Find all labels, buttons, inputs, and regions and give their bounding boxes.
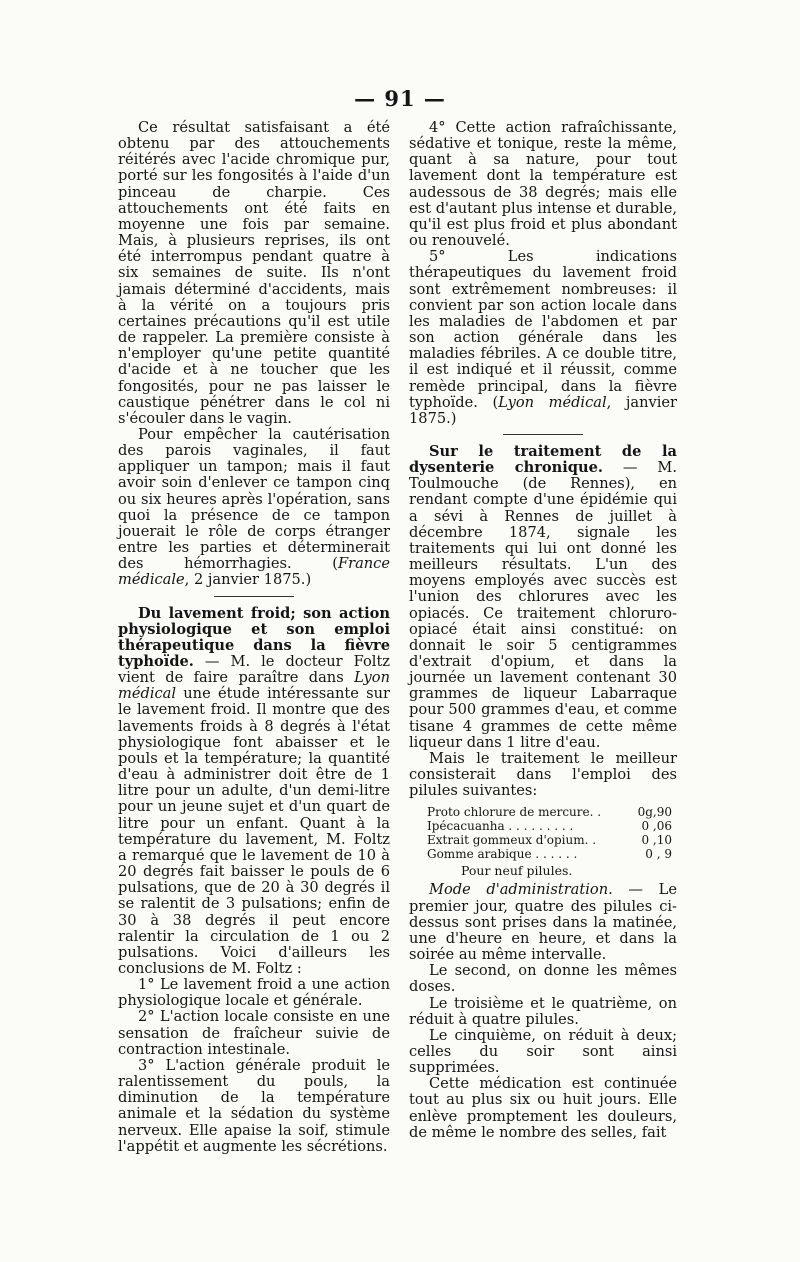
article-text: — M. le docteur Foltz vient de faire paraître dans — [118, 653, 390, 687]
conclusion-item: 4° Cette action rafraîchissante, sédative et tonique, reste la même, quant à sa nature, pour tout lavement dont la température est audessous de 38 degrés; mais elle est d'autant plus intense et durable, qu'il est plus froid et plus abondant ou renouvelé. — [409, 119, 677, 250]
article-heading: Du lavement froid; son action physiologique et son emploi thérapeutique dans la fièvre typhoïde. — [118, 604, 390, 670]
journal-name: Lyon médical — [118, 669, 390, 703]
source-title: Lyon médical — [498, 393, 607, 411]
page-number: — 91 — — [354, 86, 446, 111]
source-title: France médicale — [118, 555, 390, 589]
ingredient-name: Extrait gommeux d'opium. . — [427, 833, 597, 848]
ingredient-dose: 0g,90 — [637, 805, 672, 820]
ingredient-name: Gomme arabique . . . . . . — [427, 847, 578, 862]
paragraph: Cette médication est continuée tout au plus six ou huit jours. Elle enlève promptement les douleurs, de même le nombre des selles, fait — [409, 1075, 677, 1141]
ingredient-dose: 0 , 9 — [645, 847, 672, 862]
article — [118, 606, 390, 978]
paragraph: Ce résultat satisfaisant a été obtenu par des attouchements réitérés avec l'acide chromique pur, porté sur les fongosités à l'aide d'un pinceau de charpie. Ces attouchements ont été faits en moyenne une fois par semaine. Mais, à plusieurs reprises, ils ont été interrompus pendant quatre à six semaines de suite. Ils n'ont jamais déterminé d'accidents, mais à la vérité on a toujours pris certaines précautions qu'il est utile de rappeler. La première consiste à n'employer qu'une petite quantité d'acide et à ne toucher que les fongosités, pour ne pas laisser le caustique pénétrer dans le col ni s'écouler dans le vagin. — [118, 119, 390, 427]
article — [409, 444, 677, 751]
conclusion-item: 1° Le lavement froid a une action physiologique locale et générale. — [118, 976, 390, 1010]
section-label: Mode d'administration. — [429, 881, 613, 899]
paragraph: Le second, on donne les mêmes doses. — [409, 962, 677, 996]
conclusion-item: 2° L'action locale consiste en une sensation de fraîcheur suivie de contraction intestinale. — [118, 1008, 390, 1058]
formula-row — [427, 819, 672, 833]
ingredient-name: Ipécacuanha . . . . . . . . . — [427, 819, 574, 834]
source-paren: ( — [477, 393, 499, 411]
paragraph-text: 5° Les indications thérapeutiques du lavement froid sont extrêmement nombreuses: il convient par son action locale dans les maladies de l'abdomen et par son action générale dans les maladies fébriles. A ce double titre, il est indiqué et il réussit, comme remède principal, dans la fièvre typhoïde. — [409, 248, 677, 411]
divider — [214, 596, 294, 597]
source-paren: ( — [291, 555, 338, 573]
formula-row — [427, 833, 672, 847]
paragraph: Le troisième et le quatrième, on réduit à quatre pilules. — [409, 994, 677, 1028]
formula-row — [427, 847, 672, 861]
article-text: — M. Toulmouche (de Rennes), en rendant compte d'une épidémie qui a sévi à Rennes de juillet à décembre 1874, signale les traitements qui lui ont donné les meilleurs résultats. L'un des moyens employés avec succès est l'union des chlorures avec les opiacés. Ce traitement chloruro-opiacé était ainsi constitué: on donnait le soir 5 centigrammes d'extrait d'opium, et dans la journée un lavement contenant 30 grammes de liqueur Labarraque pour 500 grammes d'eau, et comme tisane 4 grammes de cette même liqueur dans 1 litre d'eau. — [409, 459, 677, 751]
paragraph-text: Pour empêcher la cautérisation des parois vaginales, il faut appliquer un tampon; mais il faut avoir soin d'enlever ce tampon cinq ou six heures après l'opération, sans quoi la présence de ce tampon jouerait le rôle de corps étranger entre les parties et déterminerait des hémorrhagies. — [118, 425, 390, 573]
paragraph-text: — Le premier jour, quatre des pilules ci-dessus sont prises dans la matinée, une d'heure en heure, et dans la soirée au même intervalle. — [409, 881, 677, 964]
left-column — [118, 120, 390, 1155]
conclusion-item-with-source — [409, 249, 677, 427]
prescription-formula — [427, 805, 677, 878]
formula-total: Pour neuf pilules. — [461, 863, 573, 879]
divider — [503, 434, 583, 435]
ingredient-name: Proto chlorure de mercure. . — [427, 805, 602, 820]
conclusion-item: 3° L'action générale produit le ralentissement du pouls, la diminution de la température animale et la sédation du système nerveux. Elle apaise la soif, stimule l'appétit et augmente les sécrétions. — [118, 1056, 390, 1155]
right-column — [409, 120, 677, 1141]
source-date: , janvier 1875.) — [409, 393, 677, 427]
source-date: , 2 janvier 1875.) — [184, 571, 312, 589]
article-text: une étude intéressante sur le lavement froid. Il montre que des lavements froids à 8 degrés à l'état physiologique font abaisser et le pouls et la température; la quantité d'eau à administrer doit être de 1 litre pour un adulte, d'un demi-litre pour un jeune sujet et d'un quart de litre pour un enfant. Quant à la température du lavement, M. Foltz a remarqué que le lavement de 10 à 20 degrés fait baisser le pouls de 6 pulsations, que de 20 à 30 degrés il se ralentit de 3 pulsations; enfin de 30 à 38 degrés il peut encore ralentir la circulation de 1 ou 2 pulsations. Voici d'ailleurs les conclusions de M. Foltz : — [118, 685, 390, 977]
paragraph — [409, 882, 677, 963]
paragraph-with-source — [118, 427, 390, 589]
article-heading: Sur le traitement de la dysenterie chronique. — [409, 442, 677, 477]
paragraph: Le cinquième, on réduit à deux; celles du soir sont ainsi supprimées. — [409, 1026, 677, 1077]
ingredient-dose: 0 ,06 — [641, 819, 672, 834]
formula-row — [427, 805, 672, 819]
ingredient-dose: 0 ,10 — [641, 833, 672, 848]
paragraph: Mais le traitement le meilleur consisterait dans l'emploi des pilules suivantes: — [409, 749, 677, 800]
